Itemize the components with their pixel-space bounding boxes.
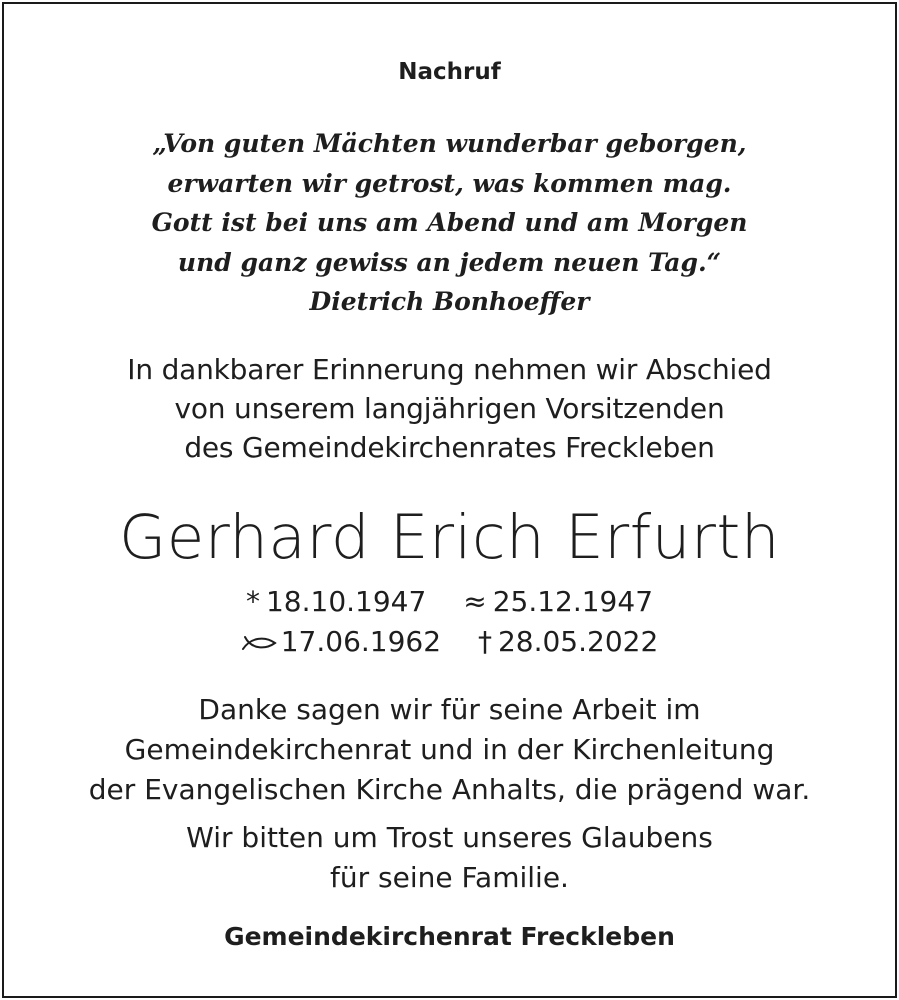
birth-star-icon: * — [245, 585, 260, 618]
intro-line: In dankbarer Erinnerung nehmen wir Abschied — [127, 353, 772, 386]
baptism-wave-icon: ≈ — [463, 585, 487, 618]
obituary-heading: Nachruf — [398, 59, 501, 85]
signature: Gemeindekirchenrat Freckleben — [224, 922, 675, 951]
confirmation-date-value: 17.06.1962 — [280, 625, 442, 658]
dates-row-birth-baptism — [0, 582, 899, 622]
farewell-intro — [0, 350, 899, 467]
quote-line: und ganz gewiss an jedem neuen Tag.“ — [177, 247, 722, 277]
quote-line: „Von guten Mächten wunderbar geborgen, — [152, 129, 747, 158]
death-date — [478, 622, 658, 662]
request-line: Wir bitten um Trost unseres Glaubens — [186, 821, 713, 854]
baptism-date-value: 25.12.1947 — [492, 585, 654, 618]
thanks-line: Danke sagen wir für seine Arbeit im — [198, 693, 701, 726]
thanks-paragraph — [0, 690, 899, 810]
deceased-name: Gerhard Erich Erfurth — [118, 502, 781, 573]
dates-row-confirmation-death — [0, 622, 899, 662]
baptism-date — [463, 582, 653, 622]
quote-line: Gott ist bei uns am Abend und am Morgen — [151, 208, 748, 237]
death-date-value: 28.05.2022 — [497, 625, 659, 658]
birth-date — [246, 582, 426, 622]
birth-date-value: 18.10.1947 — [265, 585, 427, 618]
fish-icon — [241, 634, 277, 652]
quote-line: erwarten wir getrost, was kommen mag. — [167, 168, 732, 198]
quote-author: Dietrich Bonhoeffer — [309, 287, 590, 316]
intro-line: des Gemeindekirchenrates Freckleben — [184, 431, 715, 464]
cross-icon: † — [477, 625, 492, 658]
confirmation-date — [241, 622, 441, 662]
thanks-line: Gemeindekirchenrat und in der Kirchenleitung — [124, 733, 775, 766]
intro-line: von unserem langjährigen Vorsitzenden — [174, 392, 725, 425]
life-dates — [0, 582, 899, 662]
request-line: für seine Familie. — [330, 861, 569, 894]
comfort-request — [0, 818, 899, 898]
thanks-line: der Evangelischen Kirche Anhalts, die prägend war. — [88, 773, 811, 806]
bonhoeffer-quote — [0, 124, 899, 322]
